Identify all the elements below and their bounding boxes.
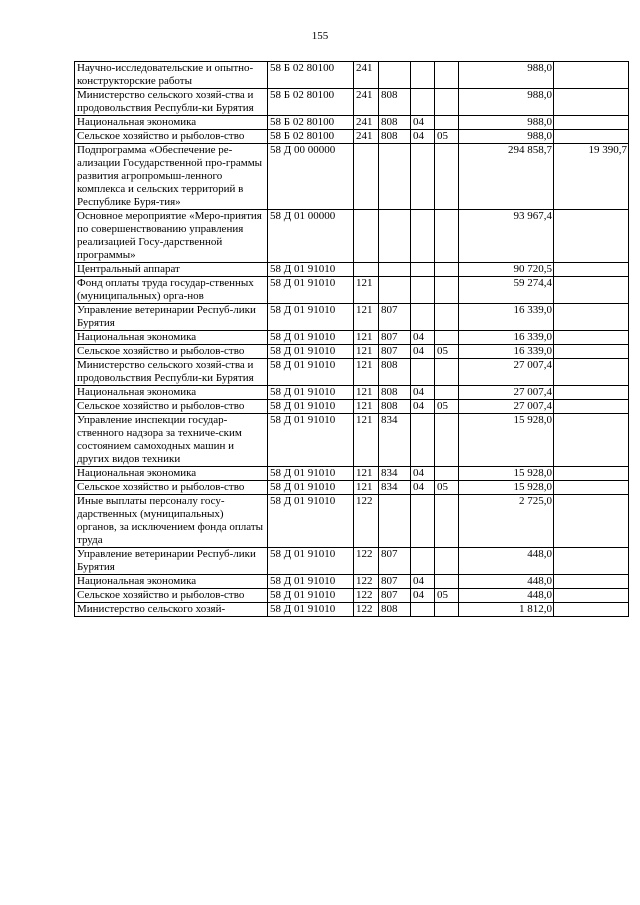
expense-type-cell: 121: [354, 467, 379, 481]
target-article-code-cell: 58 Д 01 91010: [268, 345, 354, 359]
target-article-code-cell: 58 Д 01 91010: [268, 359, 354, 386]
second-amount-cell: [554, 116, 629, 130]
expense-type-cell: 121: [354, 400, 379, 414]
subsection-code-cell: [435, 414, 459, 467]
ministry-code-cell: 808: [379, 400, 411, 414]
subsection-code-cell: [435, 548, 459, 575]
item-name-cell: Министерство сельского хозяй-: [75, 603, 268, 617]
target-article-code-cell: 58 Д 01 91010: [268, 481, 354, 495]
subsection-code-cell: [435, 304, 459, 331]
expense-type-cell: 241: [354, 62, 379, 89]
table-row: [75, 386, 629, 400]
amount-cell: 448,0: [459, 548, 554, 575]
ministry-code-cell: 834: [379, 414, 411, 467]
item-name-cell: Сельское хозяйство и рыболов-ство: [75, 481, 268, 495]
item-name-cell: Иные выплаты персоналу госу-дарственных (муниципальных) органов, за исключением фонда оплаты труда: [75, 495, 268, 548]
subsection-code-cell: [435, 495, 459, 548]
amount-cell: 2 725,0: [459, 495, 554, 548]
expense-type-cell: 122: [354, 575, 379, 589]
expense-type-cell: 121: [354, 277, 379, 304]
amount-cell: 15 928,0: [459, 414, 554, 467]
item-name-cell: Сельское хозяйство и рыболов-ство: [75, 589, 268, 603]
amount-cell: 988,0: [459, 130, 554, 144]
ministry-code-cell: 808: [379, 130, 411, 144]
item-name-cell: Сельское хозяйство и рыболов-ство: [75, 130, 268, 144]
section-code-cell: 04: [411, 467, 435, 481]
target-article-code-cell: 58 Д 00 00000: [268, 144, 354, 210]
section-code-cell: [411, 277, 435, 304]
section-code-cell: 04: [411, 575, 435, 589]
ministry-code-cell: 807: [379, 304, 411, 331]
amount-cell: 988,0: [459, 62, 554, 89]
second-amount-cell: [554, 89, 629, 116]
amount-cell: 15 928,0: [459, 481, 554, 495]
ministry-code-cell: [379, 62, 411, 89]
amount-cell: 448,0: [459, 575, 554, 589]
section-code-cell: 04: [411, 345, 435, 359]
section-code-cell: [411, 359, 435, 386]
target-article-code-cell: 58 Д 01 91010: [268, 386, 354, 400]
subsection-code-cell: [435, 277, 459, 304]
amount-cell: 1 812,0: [459, 603, 554, 617]
subsection-code-cell: [435, 210, 459, 263]
table-row: [75, 481, 629, 495]
amount-cell: 988,0: [459, 89, 554, 116]
subsection-code-cell: 05: [435, 130, 459, 144]
amount-cell: 27 007,4: [459, 359, 554, 386]
target-article-code-cell: 58 Д 01 91010: [268, 414, 354, 467]
expense-type-cell: 241: [354, 130, 379, 144]
second-amount-cell: [554, 62, 629, 89]
ministry-code-cell: [379, 263, 411, 277]
expense-type-cell: 122: [354, 603, 379, 617]
section-code-cell: [411, 263, 435, 277]
subsection-code-cell: [435, 603, 459, 617]
subsection-code-cell: [435, 359, 459, 386]
section-code-cell: [411, 495, 435, 548]
subsection-code-cell: 05: [435, 481, 459, 495]
ministry-code-cell: 834: [379, 467, 411, 481]
section-code-cell: 04: [411, 589, 435, 603]
expense-type-cell: [354, 210, 379, 263]
ministry-code-cell: 808: [379, 89, 411, 116]
amount-cell: 93 967,4: [459, 210, 554, 263]
subsection-code-cell: [435, 144, 459, 210]
second-amount-cell: 19 390,7: [554, 144, 629, 210]
ministry-code-cell: 808: [379, 603, 411, 617]
amount-cell: 988,0: [459, 116, 554, 130]
ministry-code-cell: 807: [379, 345, 411, 359]
section-code-cell: 04: [411, 331, 435, 345]
ministry-code-cell: [379, 144, 411, 210]
subsection-code-cell: [435, 575, 459, 589]
second-amount-cell: [554, 304, 629, 331]
target-article-code-cell: 58 Д 01 91010: [268, 277, 354, 304]
ministry-code-cell: 808: [379, 116, 411, 130]
subsection-code-cell: [435, 116, 459, 130]
subsection-code-cell: [435, 263, 459, 277]
target-article-code-cell: 58 Б 02 80100: [268, 130, 354, 144]
table-row: [75, 548, 629, 575]
second-amount-cell: [554, 467, 629, 481]
section-code-cell: 04: [411, 116, 435, 130]
expense-type-cell: [354, 263, 379, 277]
item-name-cell: Управление инспекции государ-ственного надзора за техниче-ским состоянием самоходных машин и других видов техники: [75, 414, 268, 467]
table-row: [75, 359, 629, 386]
expense-type-cell: 121: [354, 386, 379, 400]
expense-type-cell: 241: [354, 116, 379, 130]
second-amount-cell: [554, 400, 629, 414]
table-row: [75, 263, 629, 277]
item-name-cell: Сельское хозяйство и рыболов-ство: [75, 400, 268, 414]
table-row: [75, 603, 629, 617]
second-amount-cell: [554, 548, 629, 575]
item-name-cell: Сельское хозяйство и рыболов-ство: [75, 345, 268, 359]
item-name-cell: Министерство сельского хозяй-ства и продовольствия Республи-ки Бурятия: [75, 89, 268, 116]
target-article-code-cell: 58 Д 01 91010: [268, 263, 354, 277]
amount-cell: 16 339,0: [459, 304, 554, 331]
expense-type-cell: 121: [354, 331, 379, 345]
second-amount-cell: [554, 359, 629, 386]
ministry-code-cell: 808: [379, 359, 411, 386]
subsection-code-cell: [435, 62, 459, 89]
subsection-code-cell: [435, 89, 459, 116]
table-row: [75, 130, 629, 144]
expense-type-cell: 122: [354, 495, 379, 548]
ministry-code-cell: 807: [379, 331, 411, 345]
amount-cell: 448,0: [459, 589, 554, 603]
target-article-code-cell: 58 Д 01 91010: [268, 400, 354, 414]
table-row: [75, 400, 629, 414]
target-article-code-cell: 58 Д 01 91010: [268, 548, 354, 575]
target-article-code-cell: 58 Б 02 80100: [268, 89, 354, 116]
table-row: [75, 304, 629, 331]
table-row: [75, 589, 629, 603]
table-row: [75, 414, 629, 467]
item-name-cell: Национальная экономика: [75, 575, 268, 589]
item-name-cell: Управление ветеринарии Респуб-лики Бурятия: [75, 304, 268, 331]
section-code-cell: 04: [411, 481, 435, 495]
table-row: [75, 467, 629, 481]
table-row: [75, 575, 629, 589]
section-code-cell: [411, 603, 435, 617]
item-name-cell: Национальная экономика: [75, 467, 268, 481]
section-code-cell: [411, 304, 435, 331]
amount-cell: 27 007,4: [459, 400, 554, 414]
table-row: [75, 144, 629, 210]
section-code-cell: [411, 62, 435, 89]
subsection-code-cell: [435, 386, 459, 400]
expense-type-cell: 121: [354, 481, 379, 495]
expense-type-cell: [354, 144, 379, 210]
table-row: [75, 277, 629, 304]
item-name-cell: Министерство сельского хозяй-ства и продовольствия Республи-ки Бурятия: [75, 359, 268, 386]
subsection-code-cell: 05: [435, 589, 459, 603]
item-name-cell: Подпрограмма «Обеспечение ре-ализации Государственной про-граммы развития агропромыш-ленного комплекса и сельских территорий в Республике Буря-тия»: [75, 144, 268, 210]
section-code-cell: [411, 414, 435, 467]
ministry-code-cell: 834: [379, 481, 411, 495]
expense-type-cell: 121: [354, 345, 379, 359]
ministry-code-cell: 807: [379, 589, 411, 603]
second-amount-cell: [554, 589, 629, 603]
table-row: [75, 345, 629, 359]
subsection-code-cell: [435, 467, 459, 481]
expense-type-cell: 241: [354, 89, 379, 116]
expense-type-cell: 122: [354, 589, 379, 603]
second-amount-cell: [554, 130, 629, 144]
table-row: [75, 331, 629, 345]
section-code-cell: 04: [411, 400, 435, 414]
section-code-cell: [411, 89, 435, 116]
expense-type-cell: 122: [354, 548, 379, 575]
table-row: [75, 89, 629, 116]
ministry-code-cell: [379, 277, 411, 304]
page-number: 155: [311, 30, 329, 42]
second-amount-cell: [554, 481, 629, 495]
expense-type-cell: 121: [354, 359, 379, 386]
section-code-cell: 04: [411, 130, 435, 144]
amount-cell: 59 274,4: [459, 277, 554, 304]
second-amount-cell: [554, 495, 629, 548]
second-amount-cell: [554, 345, 629, 359]
item-name-cell: Национальная экономика: [75, 116, 268, 130]
section-code-cell: [411, 548, 435, 575]
item-name-cell: Управление ветеринарии Респуб-лики Бурятия: [75, 548, 268, 575]
target-article-code-cell: 58 Д 01 91010: [268, 467, 354, 481]
amount-cell: 15 928,0: [459, 467, 554, 481]
target-article-code-cell: 58 Д 01 91010: [268, 603, 354, 617]
table-row: [75, 495, 629, 548]
table-body: [75, 62, 629, 617]
target-article-code-cell: 58 Б 02 80100: [268, 62, 354, 89]
ministry-code-cell: [379, 495, 411, 548]
item-name-cell: Центральный аппарат: [75, 263, 268, 277]
amount-cell: 16 339,0: [459, 345, 554, 359]
amount-cell: 27 007,4: [459, 386, 554, 400]
ministry-code-cell: 807: [379, 548, 411, 575]
expense-type-cell: 121: [354, 304, 379, 331]
amount-cell: 90 720,5: [459, 263, 554, 277]
item-name-cell: Национальная экономика: [75, 331, 268, 345]
section-code-cell: [411, 144, 435, 210]
item-name-cell: Основное мероприятие «Меро-приятия по совершенствованию управления реализацией Госу-дарственной программы»: [75, 210, 268, 263]
table-row: [75, 210, 629, 263]
item-name-cell: Научно-исследовательские и опытно-конструкторские работы: [75, 62, 268, 89]
expense-type-cell: 121: [354, 414, 379, 467]
target-article-code-cell: 58 Д 01 91010: [268, 589, 354, 603]
second-amount-cell: [554, 263, 629, 277]
amount-cell: 294 858,7: [459, 144, 554, 210]
budget-table: [74, 61, 629, 617]
second-amount-cell: [554, 603, 629, 617]
subsection-code-cell: [435, 331, 459, 345]
second-amount-cell: [554, 386, 629, 400]
second-amount-cell: [554, 331, 629, 345]
second-amount-cell: [554, 210, 629, 263]
target-article-code-cell: 58 Б 02 80100: [268, 116, 354, 130]
amount-cell: 16 339,0: [459, 331, 554, 345]
second-amount-cell: [554, 414, 629, 467]
second-amount-cell: [554, 277, 629, 304]
section-code-cell: 04: [411, 386, 435, 400]
target-article-code-cell: 58 Д 01 91010: [268, 495, 354, 548]
table-row: [75, 116, 629, 130]
ministry-code-cell: 807: [379, 575, 411, 589]
subsection-code-cell: 05: [435, 400, 459, 414]
subsection-code-cell: 05: [435, 345, 459, 359]
table-row: [75, 62, 629, 89]
target-article-code-cell: 58 Д 01 91010: [268, 331, 354, 345]
second-amount-cell: [554, 575, 629, 589]
ministry-code-cell: [379, 210, 411, 263]
target-article-code-cell: 58 Д 01 91010: [268, 575, 354, 589]
section-code-cell: [411, 210, 435, 263]
item-name-cell: Национальная экономика: [75, 386, 268, 400]
item-name-cell: Фонд оплаты труда государ-ственных (муниципальных) орга-нов: [75, 277, 268, 304]
target-article-code-cell: 58 Д 01 00000: [268, 210, 354, 263]
target-article-code-cell: 58 Д 01 91010: [268, 304, 354, 331]
ministry-code-cell: 808: [379, 386, 411, 400]
